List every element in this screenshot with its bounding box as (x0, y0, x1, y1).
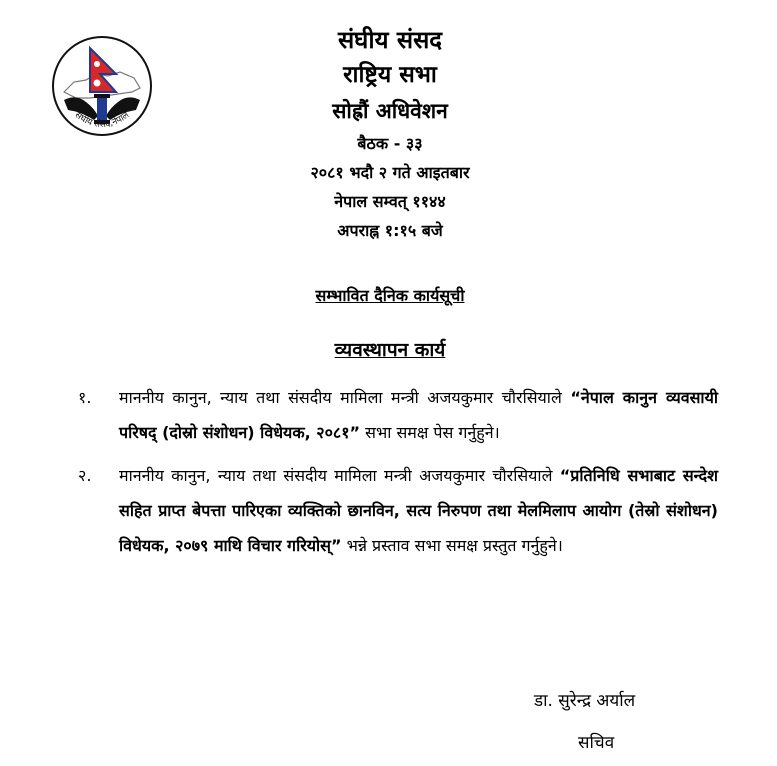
agenda-item (78, 380, 718, 450)
parliament-emblem (50, 34, 154, 142)
document-header (190, 24, 590, 245)
meeting-number: बैठक - ३३ (357, 134, 423, 153)
signatory-name: डा. सुरेन्द्र अर्याल (534, 691, 636, 711)
signatory-title: सचिव (578, 733, 615, 753)
session-name: सोह्रौं अधिवेशन (332, 99, 448, 123)
bill-title: “प्रतिनिधि सभाबाट सन्देश सहित प्राप्त बेपत्ता पारिएका व्यक्तिको छानविन, सत्य निरुपण तथा मेलमिलाप आयोग (तेस्रो संशोधन) विधेयक, २०७९ माथि विचार गरियोस्” (119, 466, 718, 555)
emblem-caption: संघीय संसद,नेपाल (72, 110, 132, 131)
agenda-title: सम्भावित दैनिक कार्यसूची (315, 286, 465, 305)
meeting-date: २०८१ भदौ २ गते आइतबार (310, 163, 470, 182)
house-name: राष्ट्रिय सभा (343, 62, 437, 88)
item-outro: भन्ने प्रस्ताव सभा समक्ष प्रस्तुत गर्नुहुने। (341, 536, 563, 555)
bill-title: “नेपाल कानुन व्यवसायी परिषद् (दोस्रो संशोधन) विधेयक, २०८१” (119, 388, 718, 442)
parliament-name: संघीय संसद (337, 26, 443, 54)
item-intro: माननीय कानुन, न्याय तथा संसदीय मामिला मन्त्री अजयकुमार चौरसियाले (119, 388, 562, 407)
item-outro: सभा समक्ष पेस गर्नुहुने। (360, 423, 500, 442)
agenda-list (78, 380, 718, 563)
item-number: २. (78, 466, 92, 485)
item-intro: माननीय कानुन, न्याय तथा संसदीय मामिला मन्त्री अजयकुमार चौरसियाले (119, 466, 553, 485)
item-number: १. (78, 388, 92, 407)
emblem-icon (50, 34, 154, 142)
section-title: व्यवस्थापन कार्य (334, 339, 446, 361)
agenda-item (78, 458, 718, 563)
meeting-time: अपराह्न १:१५ बजे (337, 221, 443, 240)
nepal-samvat: नेपाल सम्वत् ११४४ (334, 192, 446, 211)
